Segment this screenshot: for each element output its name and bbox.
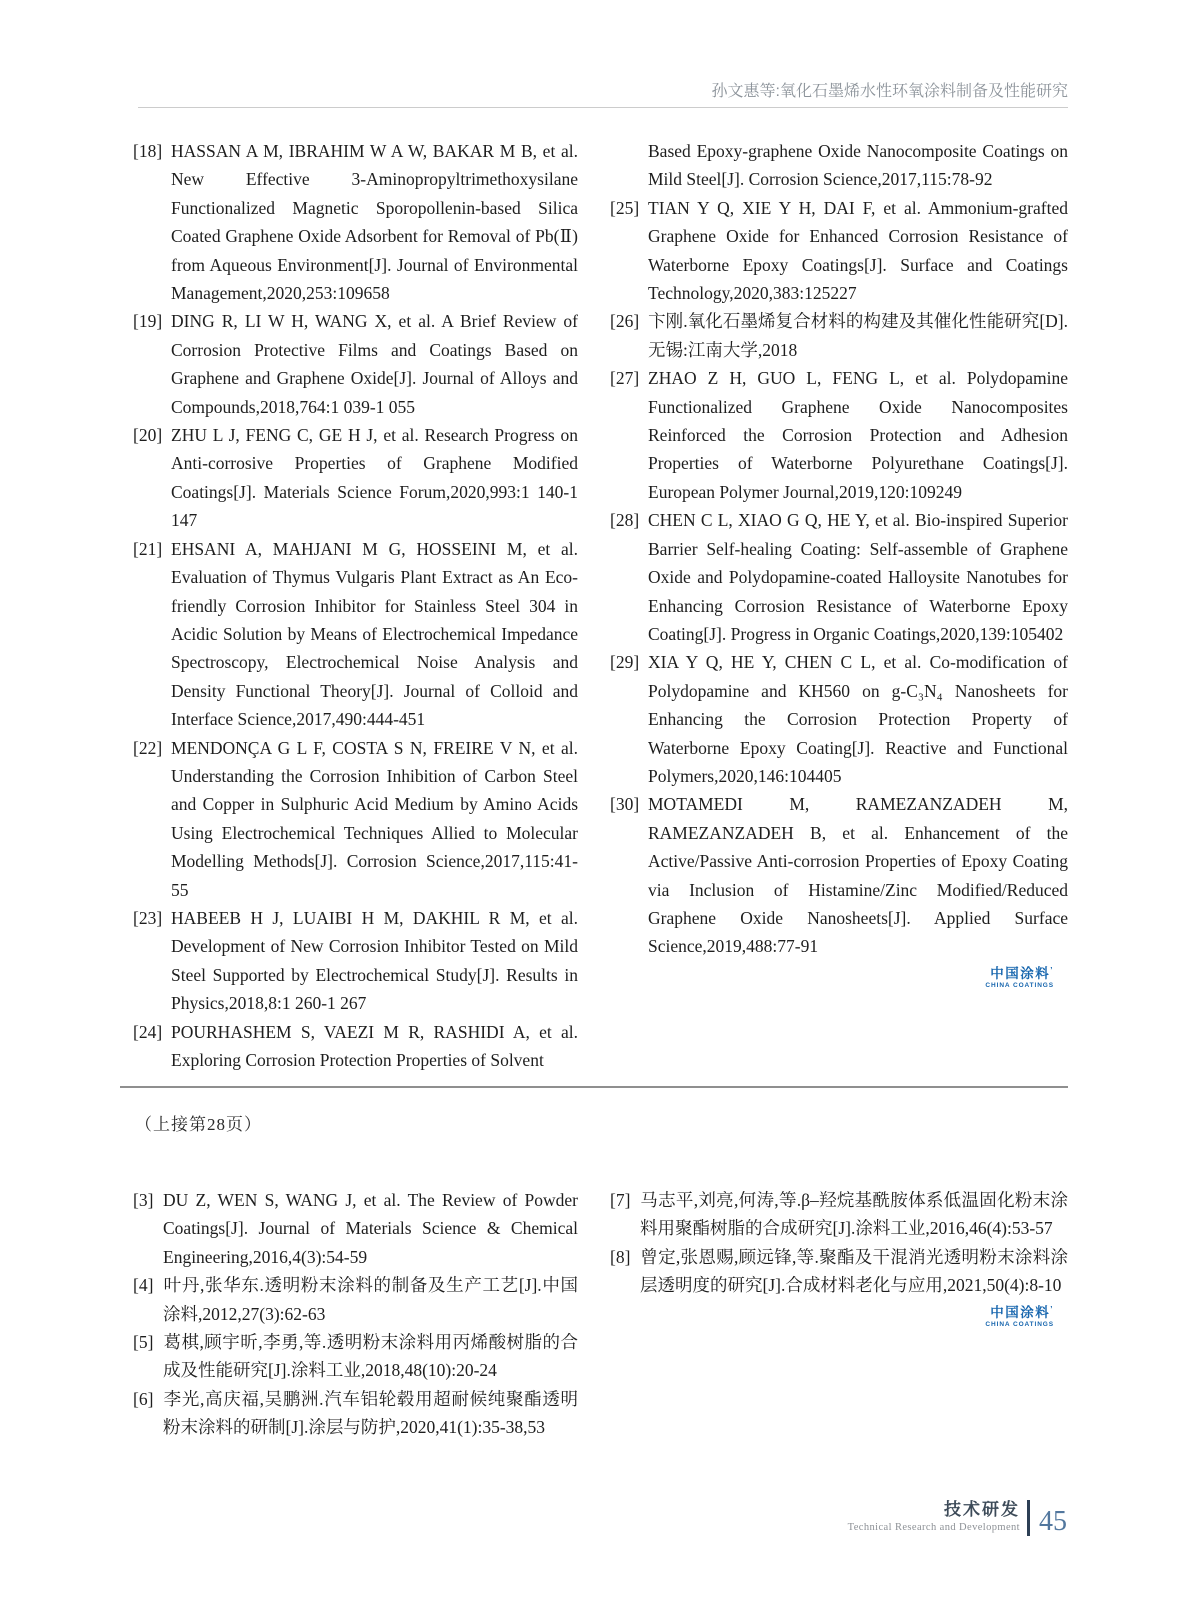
footer-section-title-en: Technical Research and Development [847,1522,1020,1533]
trademark-tick-icon: ’ [1050,1304,1054,1314]
reference-number: [26] [610,311,640,332]
reference-item [610,506,1068,648]
reference-item [610,307,1068,364]
reference-number: [4] [133,1275,154,1296]
reference-number: [6] [133,1388,154,1409]
reference-number: [18] [133,141,163,161]
reference-item [133,1271,578,1328]
reference-number: [25] [610,197,640,218]
reference-item [610,1186,1068,1243]
reference-number: [28] [610,510,640,531]
reference-text: HASSAN A M, IBRAHIM W A W, BAKAR M B, et al. New Effective 3-Aminopropyltrimethoxysilane Functionalized Magnetic Sporopollenin-based Silica Coated Graphene Oxide Adsorbent for Removal of Pb(Ⅱ) from Aqueous Environment[J]. Journal of Environmental Management,2020,253:109658 [171,141,578,304]
reference-number: [30] [610,794,640,815]
trademark-tick-icon: ’ [1050,965,1054,975]
references-column-right [610,1186,1068,1442]
reference-text: DU Z, WEN S, WANG J, et al. The Review of Powder Coatings[J]. Journal of Materials Science & Chemical Engineering,2016,4(3):54-59 [163,1190,578,1267]
reference-item [133,1186,578,1271]
reference-number: [19] [133,311,163,332]
china-coatings-logo-en: CHINA COATINGS [985,1320,1054,1328]
reference-item [133,535,578,734]
reference-number: [7] [610,1190,631,1210]
china-coatings-logo-zh: 中国涂料’ [990,965,1054,981]
reference-item [133,1328,578,1385]
reference-number: [3] [133,1190,154,1210]
page-footer [848,1500,1067,1538]
references-column-right [610,137,1068,1074]
references-section-top [133,137,1068,1074]
reference-number: [22] [133,737,163,758]
reference-text: DING R, LI W H, WANG X, et al. A Brief Review of Corrosion Protective Films and Coatings Based on Graphene and Graphene Oxide[J]. Journal of Alloys and Compounds,2018,764:1 039-1 055 [171,311,578,417]
reference-text: 叶丹,张华东.透明粉末涂料的制备及生产工艺[J].中国涂料,2012,27(3):62-63 [163,1275,578,1324]
reference-text: POURHASHEM S, VAEZI M R, RASHIDI A, et al. Exploring Corrosion Protection Properties of Solvent [171,1021,578,1070]
reference-text: ZHU L J, FENG C, GE H J, et al. Research Progress on Anti-corrosive Properties of Graphene Modified Coatings[J]. Materials Science Forum,2020,993:1 140-1 147 [171,425,578,531]
footer-section-titles [848,1500,1020,1533]
section-divider [120,1086,1068,1088]
china-coatings-logo-zh: 中国涂料’ [990,1304,1054,1320]
reference-item [133,1018,578,1075]
reference-text: HABEEB H J, LUAIBI H M, DAKHIL R M, et al. Development of New Corrosion Inhibitor Tested on Mild Steel Supported by Electrochemical Study[J]. Results in Physics,2018,8:1 260-1 267 [171,907,578,1014]
references-section-bottom [133,1186,1068,1442]
reference-text: Based Epoxy-graphene Oxide Nanocomposite Coatings on Mild Steel[J]. Corrosion Science,2017,115:78-92 [648,141,1068,190]
reference-text: CHEN C L, XIAO G Q, HE Y, et al. Bio-inspired Superior Barrier Self-healing Coating: Self-assemble of Graphene Oxide and Polydopamine-coated Halloysite Nanotubes for Enhancing Corrosion Resistance of Waterborne Epoxy Coating[J]. Progress in Organic Coatings,2020,139:105402 [648,510,1068,644]
reference-number: [23] [133,907,163,928]
footer-divider-bar [1027,1500,1030,1536]
reference-item-continuation [610,137,1068,194]
reference-item [133,734,578,904]
reference-text: ZHAO Z H, GUO L, FENG L, et al. Polydopamine Functionalized Graphene Oxide Nanocomposites Reinforced the Corrosion Protection and Adhesion Properties of Waterborne Polyurethane Coatings[J]. European Polymer Journal,2019,120:109249 [648,368,1068,502]
reference-item [133,421,578,535]
reference-item [610,790,1068,960]
footer-section-title-zh: 技术研发 [944,1500,1020,1519]
reference-text: 马志平,刘亮,何涛,等.β–羟烷基酰胺体系低温固化粉末涂料用聚酯树脂的合成研究[J].涂料工业,2016,46(4):53-57 [640,1190,1068,1239]
reference-text: MOTAMEDI M, RAMEZANZADEH M, RAMEZANZADEH B, et al. Enhancement of the Active/Passive Anti-corrosion Properties of Epoxy Coating via Inclusion of Histamine/Zinc Modified/Reduced Graphene Oxide Nanosheets[J]. Applied Surface Science,2019,488:77-91 [648,794,1068,957]
reference-number: [27] [610,368,640,389]
references-column-left [133,1186,578,1442]
reference-number: [21] [133,538,163,559]
running-head-title: 孙文惠等:氧化石墨烯水性环氧涂料制备及性能研究 [138,82,1068,108]
reference-item [133,307,578,421]
reference-item [133,137,578,307]
reference-item [610,194,1068,308]
reference-text: TIAN Y Q, XIE Y H, DAI F, et al. Ammonium-grafted Graphene Oxide for Enhanced Corrosion Resistance of Waterborne Epoxy Coatings[J]. Surface and Coatings Technology,2020,383:125227 [648,197,1068,304]
china-coatings-logo [985,1306,1054,1329]
reference-number: [8] [610,1246,631,1267]
reference-number: [29] [610,652,640,673]
reference-text: 李光,高庆福,吴鹏洲.汽车铝轮毂用超耐候纯聚酯透明粉末涂料的研制[J].涂层与防护,2020,41(1):35-38,53 [163,1388,578,1438]
reference-item [610,648,1068,790]
references-column-left [133,137,578,1074]
continuation-note: （上接第28页） [135,1115,262,1134]
page-number: 45 [1039,1506,1067,1537]
reference-number: [24] [133,1021,163,1042]
reference-text: EHSANI A, MAHJANI M G, HOSSEINI M, et al. Evaluation of Thymus Vulgaris Plant Extract as An Eco-friendly Corrosion Inhibitor for Stainless Steel 304 in Acidic Solution by Means of Electrochemical Impedance Spectroscopy, Electrochemical Noise Analysis and Density Functional Theory[J]. Journal of Colloid and Interface Science,2017,490:444-451 [171,538,578,730]
reference-text: 曾定,张恩赐,顾远锋,等.聚酯及干混消光透明粉末涂料涂层透明度的研究[J].合成材料老化与应用,2021,50(4):8-10 [640,1246,1068,1296]
china-coatings-logo-en: CHINA COATINGS [985,981,1054,989]
reference-text: MENDONÇA G L F, COSTA S N, FREIRE V N, et al. Understanding the Corrosion Inhibition of Carbon Steel and Copper in Sulphuric Acid Medium by Amino Acids Using Electrochemical Techniques Allied to Molecular Modelling Methods[J]. Corrosion Science,2017,115:41-55 [171,737,578,900]
reference-item [610,1243,1068,1300]
reference-number: [5] [133,1332,154,1353]
reference-number: [20] [133,425,163,446]
reference-text: XIA Y Q, HE Y, CHEN C L, et al. Co-modification of Polydopamine and KH560 on g-C₃N₄ Nanosheets for Enhancing the Corrosion Protection Property of Waterborne Epoxy Coating[J]. Reactive and Functional Polymers,2020,146:104405 [648,652,1068,786]
reference-item [133,904,578,1018]
china-coatings-logo [985,967,1054,990]
reference-item [610,364,1068,506]
reference-text: 卞刚.氧化石墨烯复合材料的构建及其催化性能研究[D].无锡:江南大学,2018 [648,311,1068,360]
reference-text: 葛棋,顾宇昕,李勇,等.透明粉末涂料用丙烯酸树脂的合成及性能研究[J].涂料工业,2018,48(10):20-24 [163,1332,578,1381]
reference-item [133,1385,578,1442]
